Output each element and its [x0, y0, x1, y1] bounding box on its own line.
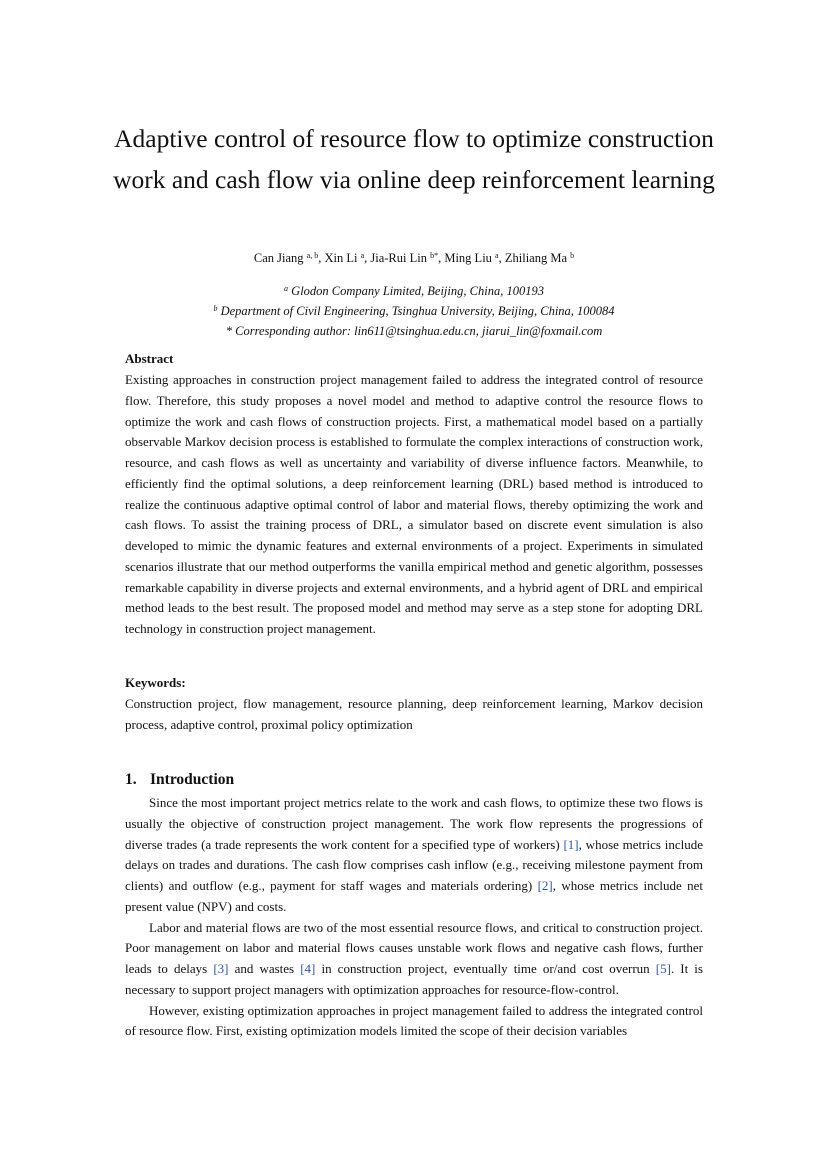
paragraph-text: and wastes	[228, 961, 301, 976]
author-name: Can Jiang	[253, 251, 307, 265]
author-name: Xin Li	[324, 251, 361, 265]
citation-link[interactable]: [3]	[213, 961, 229, 976]
author-name: Ming Liu	[444, 251, 496, 265]
section-heading-introduction	[125, 770, 234, 790]
paragraph-text: Labor and material flows are two of the most essential resource flows, and critical to construction project. Poor management on labor and material flows causes unstable work flows and negative cash flows, further leads to delays	[125, 919, 703, 976]
affiliations	[0, 281, 828, 341]
affiliation-a: $^a$ Glodon Company Limited, Beijing, China, 100193	[284, 284, 544, 298]
author-affiliation-mark: a	[495, 251, 499, 260]
author-affiliation-mark: a, b	[306, 251, 319, 260]
paragraph-text: in construction project, eventually time or/and cost overrun	[315, 961, 656, 976]
paragraph-text: However, existing optimization approaches in project management failed to address the integrated control of resource flow. First, existing optimization models limited the scope of their decision variables	[125, 1002, 703, 1039]
author-affiliation-mark: a	[360, 251, 365, 260]
paragraph-text: , whose metrics include delays on trades and durations. The cash flow comprises cash inflow (e.g., receiving milestone payment from clients) and outflow (e.g., payment for staff wages and materials ordering)	[125, 836, 703, 893]
author-list: Can Jiang $^{a, b}$, Xin Li $^a$, Jia-Rui Lin $^{b*}$, Ming Liu $^a$, Zhiliang Ma $^b$	[253, 251, 575, 265]
keywords-heading: Keywords:	[125, 675, 186, 690]
paragraph-text: , whose metrics include net present value (NPV) and costs.	[125, 878, 703, 914]
section-number: 1.	[125, 771, 137, 788]
author-name: Jia-Rui Lin	[370, 251, 431, 265]
abstract-heading: Abstract	[125, 351, 174, 366]
corresponding-author: * Corresponding author: lin611@tsinghua.edu.cn, jiarui_lin@foxmail.com	[225, 324, 603, 338]
paper-title: Adaptive control of resource flow to optimize construction work and cash flow via online deep reinforcement learning	[113, 124, 715, 194]
citation-link[interactable]: [5]	[655, 961, 671, 976]
citation-link[interactable]: [4]	[300, 961, 316, 976]
affiliation-b: $^b$ Department of Civil Engineering, Tsinghua University, Beijing, China, 100084	[213, 304, 615, 318]
author-name: Zhiliang Ma	[504, 251, 571, 265]
paragraph-text: . It is necessary to support project managers with optimization approaches for resource-flow-control.	[125, 961, 703, 997]
introduction-body	[125, 793, 703, 1042]
intro-paragraph	[125, 1001, 703, 1043]
citation-link[interactable]: [1]	[563, 836, 579, 852]
paragraph-text: Since the most important project metrics relate to the work and cash flows, to optimize these two flows is usually the objective of construction project management. The work flow represents the progressions of diverse trades (a trade represents the work content for a specified type of workers)	[125, 795, 703, 852]
author-affiliation-mark: b*	[430, 251, 439, 260]
author-affiliation-mark: b	[570, 251, 575, 260]
intro-paragraph	[125, 793, 703, 918]
section-title: Introduction	[150, 771, 235, 788]
abstract-body: Existing approaches in construction project management failed to address the integrated control of resource flow. Therefore, this study proposes a novel model and method to adaptive control the resource flows to optimize the work and cash flows of construction projects. First, a mathematical model based on a partially observable Markov decision process is established to formulate the complex interactions of construction work, resource, and cash flows as well as uncertainty and variability of diverse influence factors. Meanwhile, to efficiently find the optimal solutions, a deep reinforcement learning (DRL) based method is introduced to realize the continuous adaptive optimal control of labor and material flows, thereby optimizing the work and cash flows. To assist the training process of DRL, a simulator based on discrete event simulation is also developed to mimic the dynamic features and external environments of a project. Experiments in simulated scenarios illustrate that our method outperforms the vanilla empirical method and genetic algorithm, possesses remarkable capability in diverse projects and external environments, and a hybrid agent of DRL and empirical method leads to the best result. The proposed model and method may serve as a step stone for adopting DRL technology in construction project management.	[125, 372, 703, 636]
keywords-list: Construction project, flow management, resource planning, deep reinforcement learning, Markov decision process, adaptive control, proximal policy optimization	[125, 696, 703, 732]
intro-paragraph	[125, 918, 703, 1001]
citation-link[interactable]: [2]	[537, 878, 553, 893]
